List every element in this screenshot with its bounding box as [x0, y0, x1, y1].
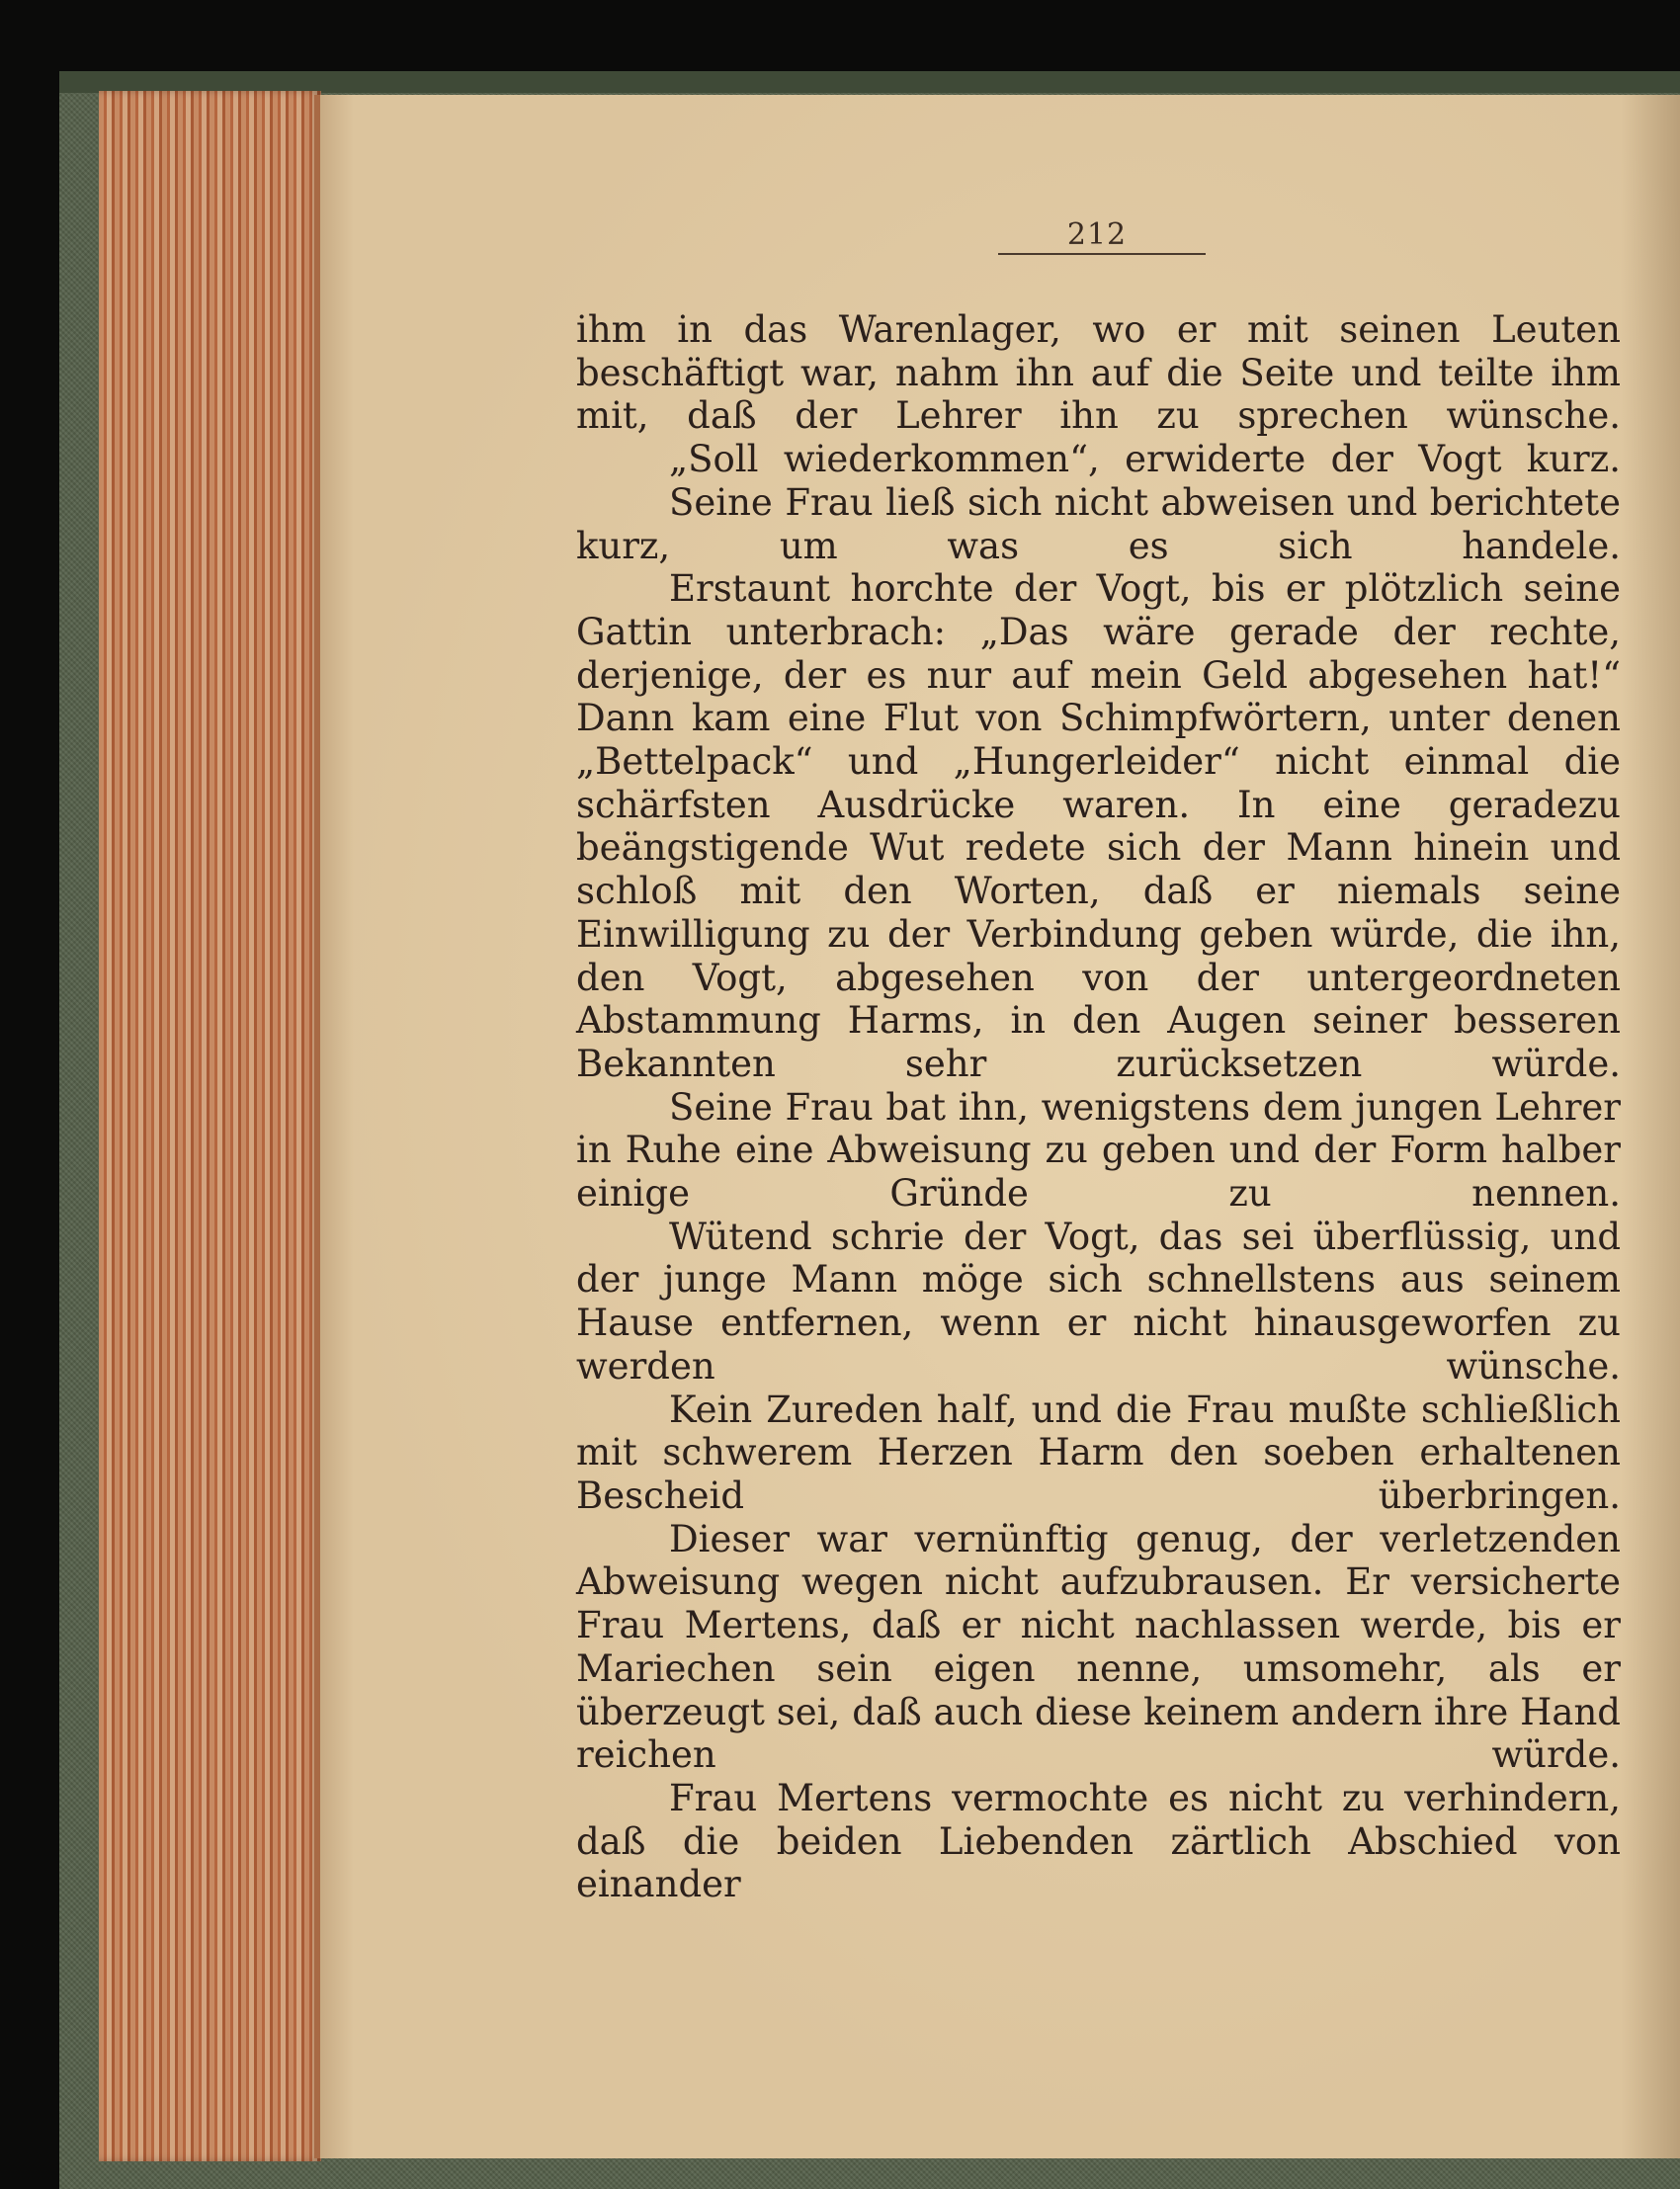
- page-edges-stack: [99, 91, 321, 2161]
- paragraph-3: Seine Frau ließ sich nicht abweisen und berichtete kurz, um was es sich handele.: [576, 480, 1621, 567]
- paragraph-8: Dieser war vernünftig genug, der verletzenden Abweisung wegen nicht aufzubrausen. Er versicherte Frau Mertens, daß er nicht nachlassen werde, bis er Mariechen sein eigen nenne, umsomehr, als er überzeugt sei, daß auch diese keinem andern ihre Hand reichen würde.: [576, 1517, 1621, 1777]
- paragraph-2: „Soll wiederkommen“, erwiderte der Vogt kurz.: [669, 438, 1621, 481]
- header-rule: [998, 253, 1206, 255]
- paragraph-9: Frau Mertens vermochte es nicht zu verhindern, daß die beiden Liebenden zärtlich Abschied von einander: [576, 1776, 1621, 1906]
- paragraph-4: Erstaunt horchte der Vogt, bis er plötzlich seine Gattin unterbrach: „Das wäre gerade der rechte, derjenige, der es nur auf mein Geld abgesehen hat!“ Dann kam eine Flut von Schimpfwörtern, unter denen „Bettelpack“ und „Hungerleider“ nicht einmal die schärfsten Ausdrücke waren. In eine geradezu beängstigende Wut redete sich der Mann hinein und schloß mit den Worten, daß er niemals seine Einwilligung zu der Verbindung geben würde, die ihn, den Vogt, abgesehen von der untergeordneten Abstammung Harms, in den Augen seiner besseren Bekannten sehr zurücksetzen würde.: [576, 567, 1621, 1085]
- paragraph-7: Kein Zureden half, und die Frau mußte schließlich mit schwerem Herzen Harm den soeben erhaltenen Bescheid überbringen.: [576, 1388, 1621, 1517]
- page-gutter: [314, 95, 320, 2158]
- paragraph-6: Wütend schrie der Vogt, das sei überflüssig, und der junge Mann möge sich schnellstens aus seinem Hause entfernen, wenn er nicht hinausgeworfen zu werden wünsche.: [576, 1215, 1621, 1388]
- paragraph-5: Seine Frau bat ihn, wenigstens dem jungen Lehrer in Ruhe eine Abweisung zu geben und der Form halber einige Gründe zu nennen.: [576, 1085, 1621, 1216]
- page-number: 212: [1066, 217, 1128, 252]
- book-cover-top-edge: [59, 71, 1680, 93]
- body-text: [576, 308, 1621, 1906]
- paragraph-1: ihm in das Warenlager, wo er mit seinen Leuten beschäftigt war, nahm ihn auf die Seite und teilte ihm mit, daß der Lehrer ihn zu sprechen wünsche.: [576, 308, 1621, 438]
